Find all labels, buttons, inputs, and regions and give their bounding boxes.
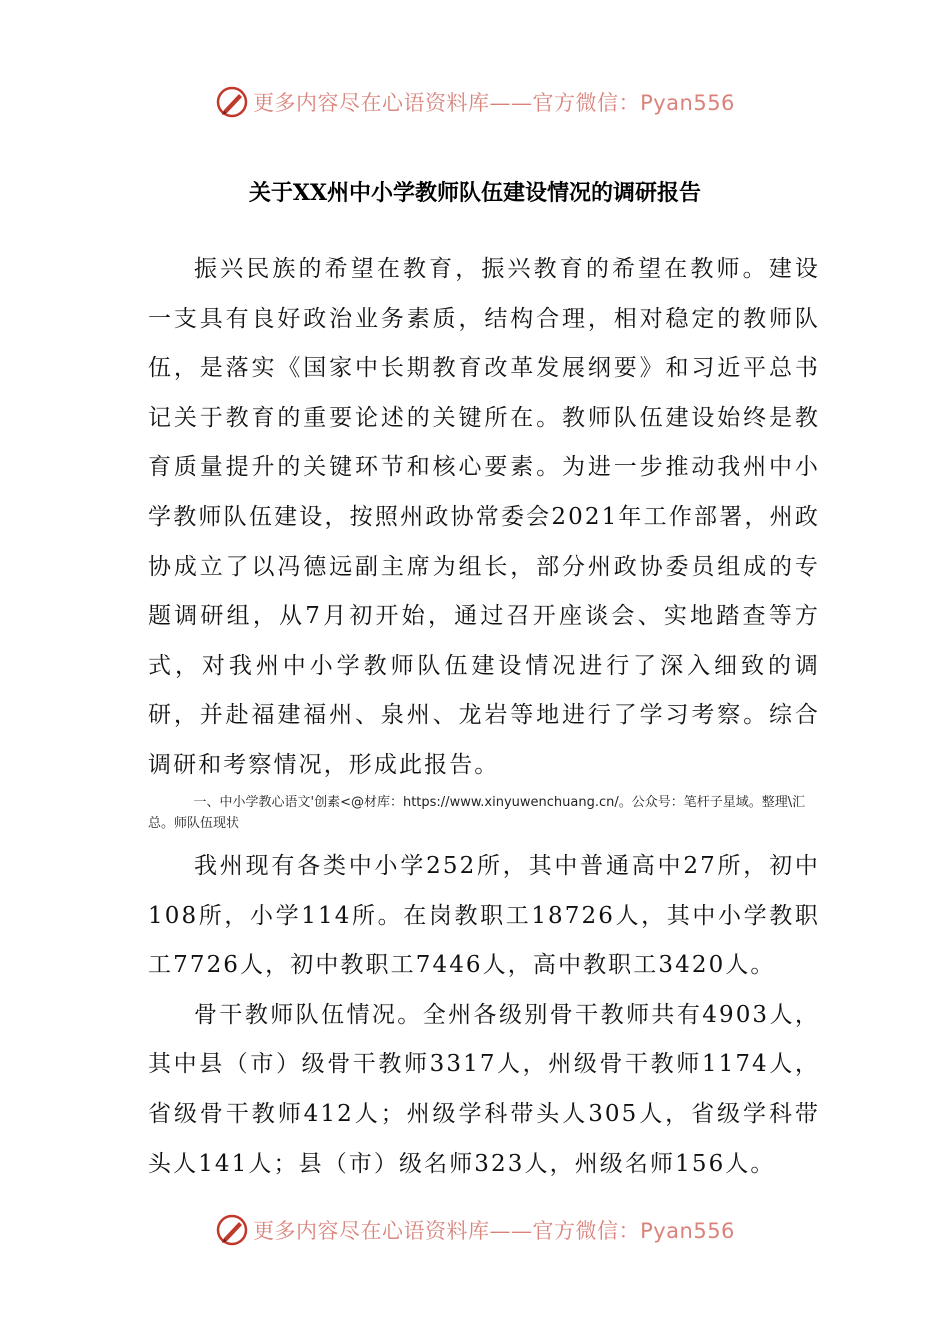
page-title: 关于XX州中小学教师队伍建设情况的调研报告 xyxy=(248,180,702,206)
watermark-note: 一、中小学教心语文'创素<@材库：https://www.xinyuwenchuang.cn/。公众号：笔杆子星域。整理\汇总。师队伍现状 xyxy=(148,795,806,831)
pen-logo-icon xyxy=(215,1213,249,1247)
status-section xyxy=(148,842,820,1189)
footer-banner xyxy=(0,1210,950,1250)
paragraph-staff: 我州现有各类中小学252所，其中普通高中27所，初中108所，小学114所。在岗教职工18726人，其中小学教职工7726人，初中教职工7446人，高中教职工3420人。 xyxy=(148,853,820,979)
banner-text: 更多内容尽在心语资料库——官方微信：Pyan556 xyxy=(253,91,735,115)
banner-text: 更多内容尽在心语资料库——官方微信：Pyan556 xyxy=(253,1219,735,1243)
paragraph-backbone: 骨干教师队伍情况。全州各级别骨干教师共有4903人，其中县（市）级骨干教师3317人，州级骨干教师1174人，省级骨干教师412人；州级学科带头人305人，省级学科带头人141人；县（市）级名师323人，州级名师156人。 xyxy=(148,1001,820,1177)
pen-logo-icon xyxy=(215,85,249,119)
header-banner xyxy=(0,82,950,122)
intro-section xyxy=(148,245,820,791)
intro-paragraph: 振兴民族的希望在教育，振兴教育的希望在教师。建设一支具有良好政治业务素质，结构合理，相对稳定的教师队伍，是落实《国家中长期教育改革发展纲要》和习近平总书记关于教育的重要论述的关键所在。教师队伍建设始终是教育质量提升的关键环节和核心要素。为进一步推动我州中小学教师队伍建设，按照州政协常委会2021年工作部署，州政协成立了以冯德远副主席为组长，部分州政协委员组成的专题调研组，从7月初开始，通过召开座谈会、实地踏查等方式，对我州中小学教师队伍建设情况进行了深入细致的调研，并赴福建福州、泉州、龙岩等地进行了学习考察。综合调研和考察情况，形成此报告。 xyxy=(148,256,820,778)
